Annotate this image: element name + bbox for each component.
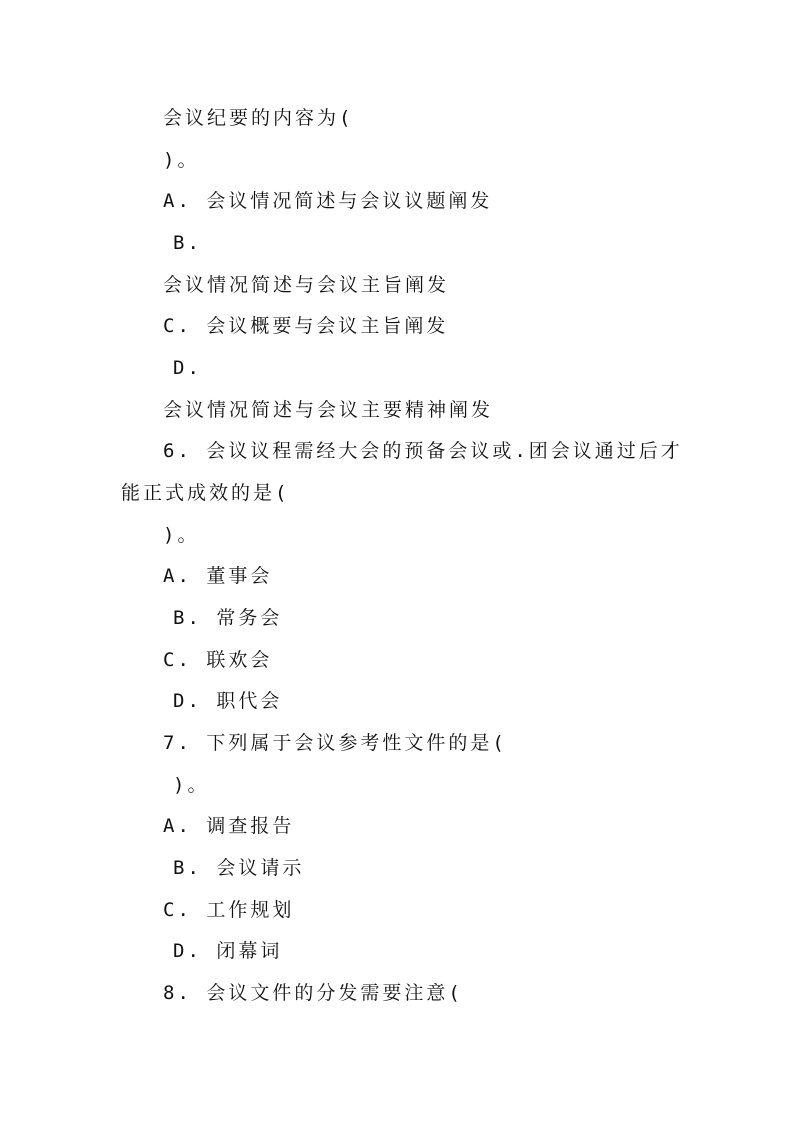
question-5-stem: 会议纪要的内容为( [163, 107, 354, 129]
question-6-stem-continued: 能正式成效的是( [121, 482, 290, 504]
question-6-option-c: C. 联欢会 [163, 649, 273, 671]
question-7-option-d: D. 闭幕词 [173, 940, 283, 962]
question-6-stem-end: )。 [163, 524, 200, 546]
question-5-option-d-text: 会议情况简述与会议主要精神阐发 [163, 399, 494, 421]
question-7-option-c: C. 工作规划 [163, 899, 295, 921]
question-7-option-b: B. 会议请示 [173, 857, 305, 879]
question-5-stem-end: )。 [163, 149, 200, 171]
question-5-option-b-text: 会议情况简述与会议主旨阐发 [163, 274, 450, 296]
question-6-option-d: D. 职代会 [173, 690, 283, 712]
question-8-stem: 8. 会议文件的分发需要注意( [163, 982, 463, 1004]
question-7-option-a: A. 调查报告 [163, 815, 295, 837]
question-5-option-d-letter: D. [173, 357, 202, 379]
question-6-option-a: A. 董事会 [163, 565, 273, 587]
question-7-stem: 7. 下列属于会议参考性文件的是( [163, 732, 507, 754]
question-6-stem: 6. 会议议程需经大会的预备会议或.团会议通过后才 [163, 440, 683, 462]
question-5-option-b-letter: B. [173, 232, 202, 254]
question-5-option-c: C. 会议概要与会议主旨阐发 [163, 315, 449, 337]
question-6-option-b: B. 常务会 [173, 607, 283, 629]
question-5-option-a: A. 会议情况简述与会议议题阐发 [163, 190, 493, 212]
question-7-stem-end: )。 [173, 774, 210, 796]
